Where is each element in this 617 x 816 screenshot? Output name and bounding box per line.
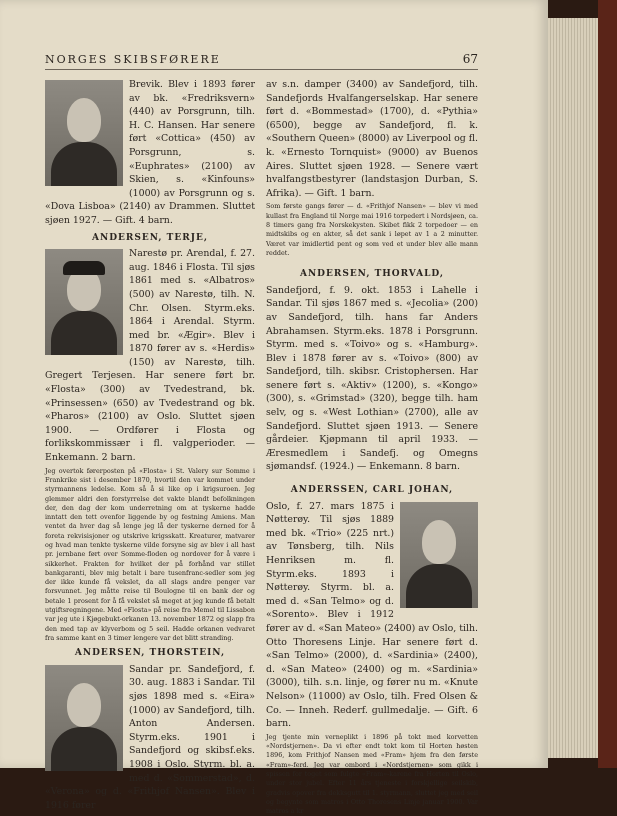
entry-name: ANDERSEN, TERJE,: [92, 232, 208, 243]
portrait-body: [51, 142, 117, 186]
entry-text: Oslo, f. 27. mars 1875 i Nøtterøy. Til sjøs 1889 med bk. «Trio» (225 nrt.) av Tønsberg, tilh. Nils Henriksen m. fl. Styrm.eks. 1893 i Nøtterøy. Styrm. bl. a. med d. «San Telmo» og d. «Sorento». Blev i 1912 fører av d. «San Mateo» (2400) av Oslo, tilh. Otto Thoresens Linje. Har senere ført d. «San Telmo» (2000), d. «Sardinia» (2400), d. «San Mateo» (2400) og m. «Sardinia» (3000), tilh. s.n. linje, og fører nu m. «Knute Nelson» (11000) av Oslo, tilh. Fred Olsen & Co. — Inneh. Rederf. gullmedalje. — Gift. 6 barn.: [266, 500, 478, 730]
book-cover: [598, 0, 617, 768]
entry-note: Som første gangs fører — d. «Frithjof Nansen» — blev vi med kullast fra England til Norge mai 1916 torpedert i Nordsjøen, ca. 8 timers gang fra Norskekysten. Skibet fikk 2 torpedoer — en midtskibs og en akter, så det sank i løpet av 1 a 2 minutter. Været var imidlertid pent og som ved et under blev alle mann reddet.: [266, 202, 478, 257]
entry-note: Jeg tjente min verneplikt i 1896 på tokt med korvetten «Nordstjernen». Da vi efter endt tokt kom til Horten høsten 1896, kom Frithjof Nansen med «Fram» hjem fra den første «Fram»-ferd. Jeg var ombord i «Nordstjernen» som gikk i spissen for toget som fulgte «Fram»-karene fra Horten til Oslo, under stor jubel. Efter 11 års tjeneste i forskjellige seilskib, gradvis opover fra dekksgutt til 1. styrmann, sluttet jeg med seil og begynte som matros i Otto Thoresens Linje januar 1900. Var matros a kr: [266, 732, 478, 816]
page-number: 67: [462, 52, 478, 66]
entry-andersen-terje: [45, 232, 255, 644]
entry-text: Narestø pr. Arendal, f. 27. aug. 1846 i Flosta. Til sjøs 1861 med s. «Albatros» (500) av Narestø, tilh. N. Chr. Olsen. Styrm.eks. 1864 i Arendal. Styrm. med br. «Ægir». Blev i 1870 fører av s. «Herdis» (150) av Narestø, tilh. Gregert Terjesen. Har senere ført br. «Flosta» (300) av Tvedestrand, bk. «Prinsessen» (650) av Tvedestrand og bk. «Pharos» (2100) av Oslo. Sluttet sjøen 1900. — Ordfører i Flosta og forlikskommissær i fl. valgperioder. — Enkemann. 2 barn.: [45, 248, 255, 464]
portrait-body: [406, 564, 472, 608]
portrait-photo-2: [45, 249, 123, 355]
entry-continued: [45, 78, 255, 228]
entry-text: av s.n. damper (3400) av Sandefjord, tilh. Sandefjords Hvalfangerselskap. Har senere ført d. «Bommestad» (1700), d. «Pythia» (6500), begge av Sandefjord, fl. k. «Southern Queen» (8000) av Liverpool og fl. k. «Ernesto Tornquist» (9000) av Buenos Aires. Sluttet sjøen 1928. — Senere vært hvalfangstbestyrer (landstasjon Durban, S. Afrika). — Gift. 1 barn.: [266, 79, 478, 199]
entry-continued-right: [266, 78, 478, 258]
entry-name: ANDERSEN, THORSTEIN,: [74, 648, 226, 659]
portrait-photo-4: [400, 502, 478, 608]
entry-andersen-thorvald: [266, 268, 478, 474]
portrait-head: [67, 683, 101, 727]
entry-name: ANDERSEN, THORVALD,: [299, 269, 445, 280]
entry-anderssen-carl-johan: [266, 484, 478, 816]
running-title: NORGES SKIBSFØRERE: [45, 53, 221, 66]
portrait-photo-1: [45, 80, 123, 186]
entry-text: Brevik. Blev i 1893 fører av bk. «Fredriksvern» (440) av Porsgrunn, tilh. H. C. Hansen. Har senere ført «Cottica» (450) av Porsgrunn, s. «Euphrates» (2100) av Skien, s. «Kinfouns» (1000) av Porsgrunn og s. «Dova Lisboa» (2140) av Drammen. Sluttet sjøen 1927. — Gift. 4 barn.: [45, 79, 255, 226]
portrait-head: [422, 520, 456, 564]
entry-text: Sandar pr. Sandefjord, f. 30. aug. 1883 i Sandar. Til sjøs 1898 med s. «Eira» (1000) av Sandefjord, tilh. Anton Andersen. Styrm.eks. 1901 i Sandefjord og skibsf.eks. 1908 i Oslo. Styrm. bl. a. med d. «Sommerstad», d. «Verona» og d. «Frithjof Nansen». Blev i 1916 fører: [45, 663, 255, 811]
captain-cap: [63, 261, 105, 275]
entry-text: Sandefjord, f. 9. okt. 1853 i Lahelle i Sandar. Til sjøs 1867 med s. «Jecolia» (200) av Sandefjord, tilh. hans far Anders Abrahamsen. Styrm.eks. 1878 i Porsgrunn. Styrm. med s. «Toivo» og s. «Hamburg». Blev i 1878 fører av s. «Toivo» (800) av Sandefjord, tilh. skibsr. Cristophersen. Har senere ført s. «Aktiv» (1200), s. «Kongo» (300), s. «Grimstad» (320), begge tilh. ham selv, og s. «West Lothian» (2700), alle av Sandefjord. Sluttet sjøen 1913. — Senere gårdeier. Kjøpmann til april 1933. — Æresmedlem i Sandefj. og Omegns sjømandsf. (1924.) — Enkemann. 8 barn.: [266, 284, 478, 473]
portrait-photo-3: [45, 665, 123, 771]
page-stack-edge: [548, 18, 598, 758]
entry-name: ANDERSSEN, CARL JOHAN,: [290, 485, 454, 496]
portrait-body: [51, 727, 117, 771]
entry-andersen-thorstein: [45, 647, 255, 812]
portrait-body: [51, 311, 117, 355]
left-column: [45, 78, 255, 812]
portrait-head: [67, 98, 101, 142]
page-header: [45, 52, 478, 70]
entry-note: Jeg overtok førerposten på «Flosta» i St. Valery sur Somme i Frankrike sist i desember 1870, hvortil den var kommet under styrmannens ledelse. Kom så å si like op i krigsuroen. Jeg glemmer aldri den forstyrrelse det vakte blandt befolkningen der, den dag der kom underretning om at tyskerne hadde inntatt den tett ovenfor liggende by og festning Amiens. Man ventet da hver dag så lenge jeg lå der tyskerne derned for å foreta rekvisisjoner og utskrive krigsskatt. Kreaturer, matvarer og hvad man tenkte tyskerne vilde forsyne sig av blev i all hast pr. jernbane ført over Somme-floden og nordover for å være i sikkerhet. Frakten for hvilket der på forhånd var stillet bankgaranti, blev mig betalt i bare tusenfranc-sedler som jeg der ikke kunde få vekslet, da all slags andre penger var forsvunnet. Jeg måtte reise til Boulogne til en bank der og betale 1 prosent for å få vekslet så meget at jeg kunde få betalt utgiftsregningene. Med «Flosta» på reise fra Memel til Lissabon var jeg ute i Kjøgebukt-orkanen 13. november 1872 og slapp fra den med tap av klyverbom og 5 seil. Hadde orkanen vedvaret fra samme kant en 3 timer lengere var det blitt stranding.: [45, 466, 255, 642]
right-column: [266, 78, 478, 816]
